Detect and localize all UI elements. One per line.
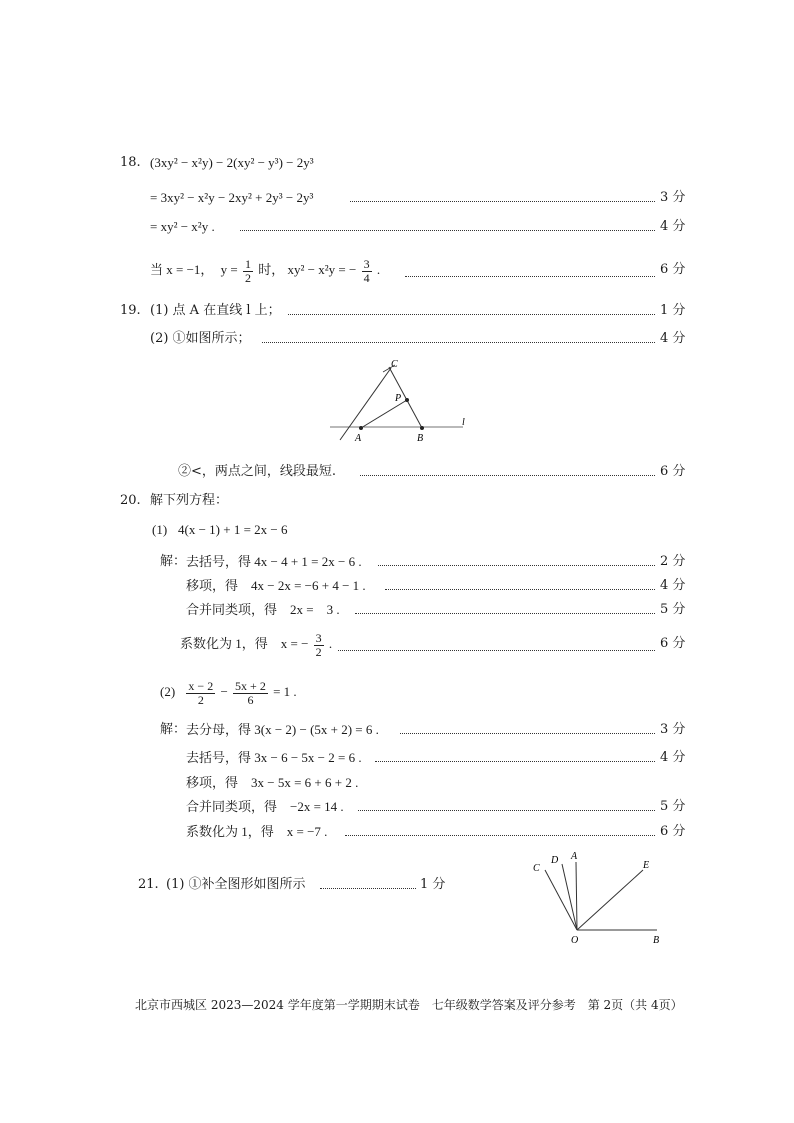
dotted-leader [288, 314, 655, 315]
q20-step2-4-points: 5 分 [660, 799, 686, 814]
q20-step2-5-points: 6 分 [660, 824, 686, 839]
q18-step3-period: . [376, 262, 381, 277]
dotted-leader [345, 835, 655, 836]
ray-oe [577, 870, 643, 930]
q20-solution-prefix: 解： [160, 554, 187, 569]
label-c: C [391, 359, 398, 370]
page-footer: 北京市西城区 2023—2024 学年度第一学期期末试卷 七年级数学答案及评分参考 第 2页（共 4页） [135, 998, 683, 1012]
ray-oc [545, 870, 577, 930]
label-c: C [533, 863, 540, 874]
q18-step2: = xy² − x²y . [150, 219, 215, 234]
q18-step1-points: 3 分 [660, 190, 686, 205]
q18-step3-y: y = [220, 262, 238, 277]
q19-part1-points: 1 分 [660, 303, 686, 318]
fraction-numerator: 5x + 2 [235, 678, 266, 693]
label-a: A [571, 851, 578, 862]
q20-step2-3: 移项，得 3x − 5x = 6 + 6 + 2 . [186, 775, 359, 790]
q21-angle-figure [525, 848, 670, 948]
q20-step2-points: 4 分 [660, 578, 686, 593]
q18-step3 [150, 254, 380, 286]
q19-geometry-figure [325, 355, 475, 450]
fraction-three-halves [314, 632, 324, 659]
q19-part1: (1) 点 A 在直线 l 上； [150, 303, 281, 318]
fraction-5x-plus-2-over-6 [233, 680, 268, 707]
dotted-leader [378, 565, 655, 566]
q18-step3-points: 6 分 [660, 262, 686, 277]
label-d: D [551, 855, 559, 866]
dotted-leader [358, 810, 655, 811]
q20-part2-label: (2) [160, 684, 176, 699]
q20-part1-label: (1) [152, 522, 168, 537]
dotted-leader [350, 201, 655, 202]
dotted-leader [338, 650, 655, 651]
q20-step4-text: 系数化为 1，得 x = − [180, 636, 309, 651]
q20-step3-points: 5 分 [660, 602, 686, 617]
q20-step2-1-points: 3 分 [660, 722, 686, 737]
q20-step4-points: 6 分 [660, 636, 686, 651]
q20-step4-period: . [328, 636, 333, 651]
label-l: l [462, 417, 465, 428]
label-b: B [653, 935, 660, 946]
q18-number: 18. [120, 155, 141, 170]
label-e: E [643, 860, 650, 871]
dotted-leader [355, 613, 655, 614]
fraction-three-quarters [362, 258, 372, 285]
q20-step2-4: 合并同类项，得 −2x = 14 . [186, 799, 344, 814]
dotted-leader [240, 230, 655, 231]
q20-step2-2: 去括号，得 3x − 6 − 5x − 2 = 6 . [186, 750, 362, 765]
fraction-denominator: 2 [197, 692, 204, 707]
q19-part3: ②<，两点之间，线段最短. [178, 464, 337, 479]
label-b: B [417, 433, 424, 444]
dotted-leader [400, 733, 655, 734]
q18-expression: (3xy² − x²y) − 2(xy² − y³) − 2y³ [150, 155, 314, 170]
fraction-numerator: 1 [245, 256, 252, 271]
dotted-leader [375, 761, 655, 762]
ray-oa [576, 862, 577, 930]
dotted-leader [262, 342, 655, 343]
q20-title: 解下列方程： [150, 493, 229, 508]
ray-od [562, 864, 577, 930]
q19-part2-points: 4 分 [660, 331, 686, 346]
q20-solution2-prefix: 解： [160, 722, 187, 737]
dotted-leader [360, 475, 655, 476]
fraction-one-half [243, 258, 253, 285]
q19-part2: (2) ①如图所示； [150, 331, 251, 346]
fraction-denominator: 4 [363, 270, 370, 285]
fraction-numerator: 3 [363, 256, 370, 271]
q20-part1-equation: 4(x − 1) + 1 = 2x − 6 [178, 522, 288, 537]
segment-ap [361, 400, 407, 428]
minus-sign: − [220, 684, 228, 699]
q18-step3-when: 当 x = −1， [150, 262, 214, 277]
q18-step1: = 3xy² − x²y − 2xy² + 2y³ − 2y³ [150, 190, 314, 205]
fraction-numerator: 3 [315, 630, 322, 645]
fraction-denominator: 2 [315, 644, 322, 659]
q18-step3-expr: xy² − x²y = − [287, 262, 357, 277]
q20-step3: 合并同类项，得 2x = 3 . [186, 602, 340, 617]
q19-number: 19. [120, 303, 141, 318]
label-a: A [355, 433, 362, 444]
q20-part2 [160, 675, 297, 709]
q18-step3-time: 时， [258, 262, 285, 277]
q20-step1-points: 2 分 [660, 554, 686, 569]
q20-step2-5: 系数化为 1，得 x = −7 . [186, 824, 328, 839]
q20-step2: 移项，得 4x − 2x = −6 + 4 − 1 . [186, 578, 366, 593]
q20-number: 20. [120, 493, 141, 508]
q20-step4 [180, 628, 332, 660]
fraction-x-minus-2-over-2 [186, 680, 215, 707]
q20-step2-1: 去分母，得 3(x − 2) − (5x + 2) = 6 . [186, 722, 379, 737]
point-p [405, 398, 409, 402]
fraction-numerator: x − 2 [188, 678, 214, 693]
dotted-leader [405, 276, 655, 277]
dotted-leader [320, 888, 416, 889]
q18-step2-points: 4 分 [660, 219, 686, 234]
q20-part2-end: = 1 . [273, 684, 297, 699]
point-b [420, 426, 424, 430]
label-o: O [571, 935, 579, 946]
q20-step1: 去括号，得 4x − 4 + 1 = 2x − 6 . [186, 554, 362, 569]
segment-cb [389, 367, 422, 428]
ray-through-a [340, 368, 391, 440]
fraction-denominator: 6 [247, 692, 254, 707]
q20-step2-2-points: 4 分 [660, 750, 686, 765]
q21-part1-points: 1 分 [420, 877, 446, 892]
q21-number: 21. [138, 877, 159, 892]
label-p: P [395, 393, 402, 404]
point-a [359, 426, 363, 430]
dotted-leader [385, 589, 655, 590]
fraction-denominator: 2 [245, 270, 252, 285]
q19-part3-points: 6 分 [660, 464, 686, 479]
q21-part1: (1) ①补全图形如图所示 [166, 877, 306, 892]
